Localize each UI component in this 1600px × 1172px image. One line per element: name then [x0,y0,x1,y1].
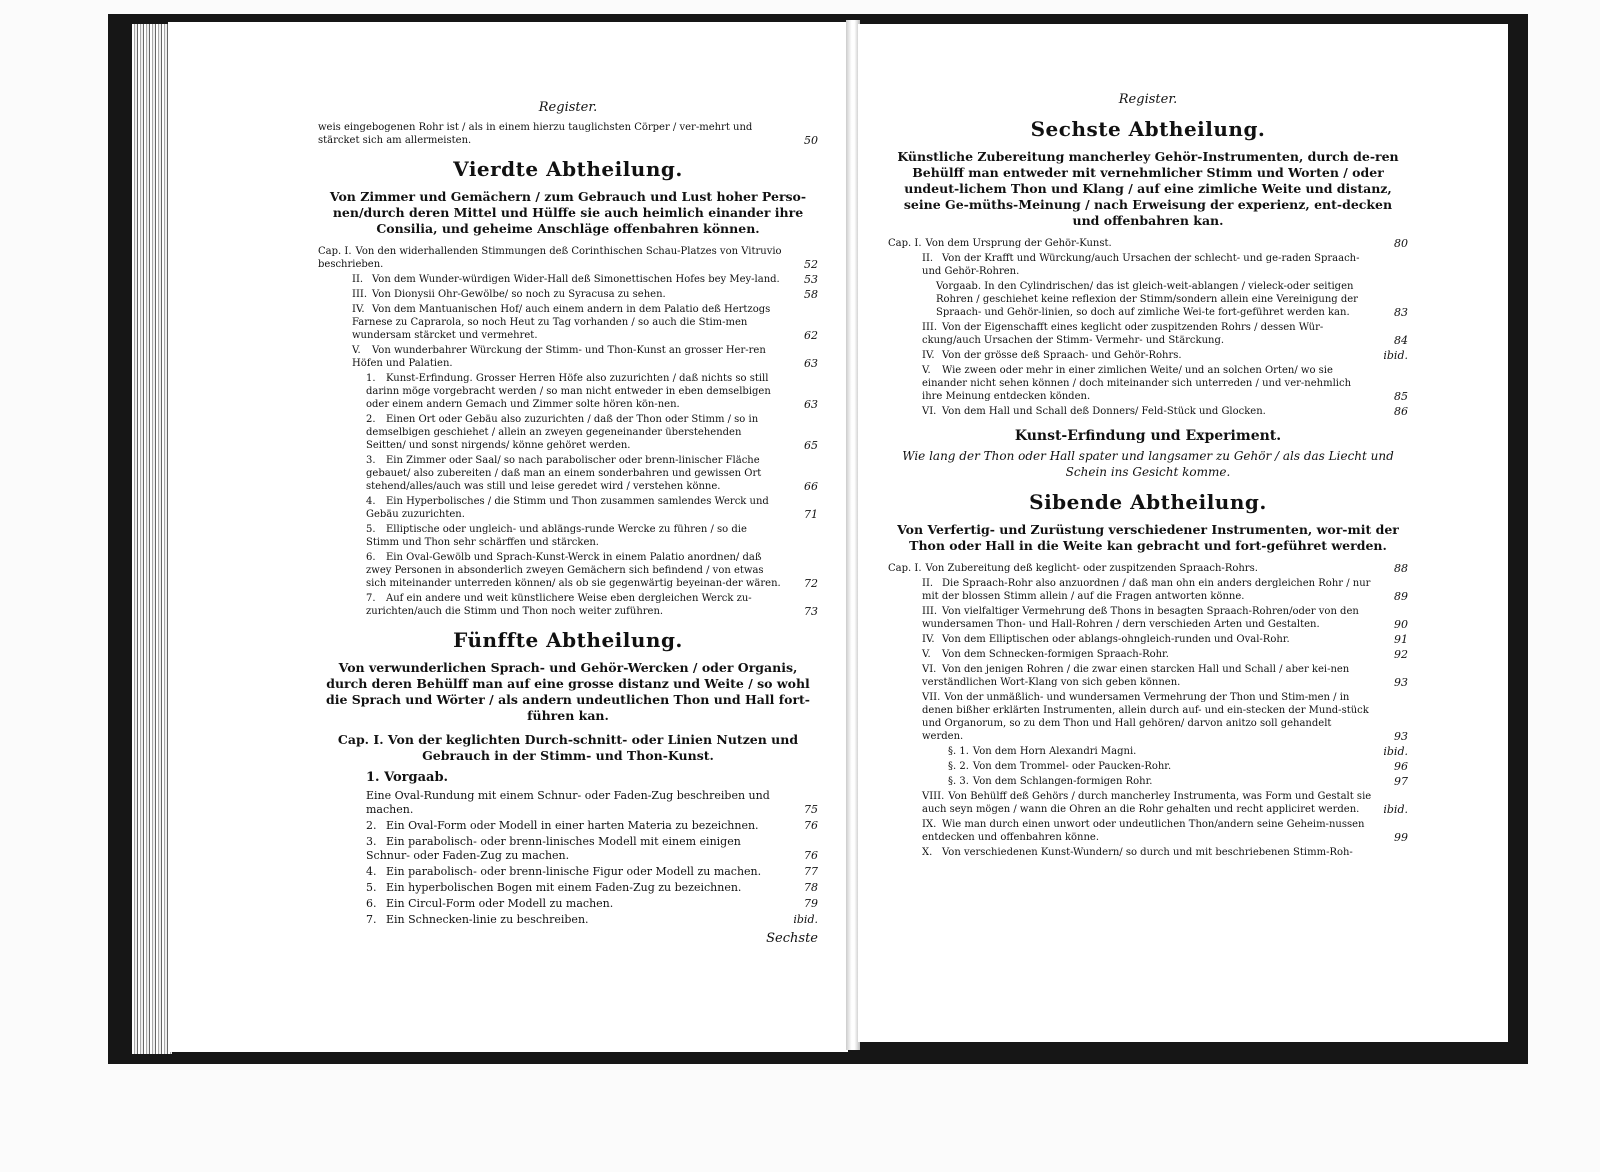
entry-text: Von den widerhallenden Stimmungen deß Corinthischen Schau-Platzes von Vitruvio beschrieben. [318,246,782,270]
entry-text: Von dem Trommel- oder Paucken-Rohr. [972,761,1172,772]
register-entry [318,592,818,618]
right-content [888,88,1408,861]
page-number: 85 [1394,390,1408,403]
entry-text: Ein Schnecken-linie zu beschreiben. [386,913,589,926]
entry-list [318,245,818,618]
entry-text: Von dem Mantuanischen Hof/ auch einem andern in dem Palatio deß Hertzogs Farnese zu Caprarola, so noch Heut zu Tag vorhanden / so auch die Stim-men wundersam stärcket und vermehret. [352,304,771,341]
entry-list [888,562,1408,859]
entry-label: 7. [366,593,376,604]
entry-text: Von dem Hall und Schall deß Donners/ Feld-Stück und Glocken. [942,406,1266,417]
entry-label: X. [922,847,933,858]
vorgaab-heading: 1. Vorgaab. [366,770,449,785]
register-entry [888,790,1408,816]
register-entry [888,562,1408,575]
entry-text: Die Spraach-Rohr also anzuordnen / daß man ohn ein anders dergleichen Rohr / nur mit der blossen Stimm allein / auf die Fragen antworten könne. [922,578,1371,602]
entry-label: Cap. I. [318,246,352,257]
entry-label: 2. [366,414,376,425]
entry-text: Ein parabolisch- oder brenn-linische Figur oder Modell zu machen. [386,865,762,878]
entry-text: Ein Circul-Form oder Modell zu machen. [386,897,614,910]
entry-label: §. 3. [948,776,969,787]
page-number: 63 [804,357,818,370]
register-entry [318,344,818,370]
page-number: ibid. [1383,803,1408,816]
register-entry [318,523,818,549]
entry-label: 5. [366,524,376,535]
register-entry [888,663,1408,689]
entry-label: IV. [922,350,935,361]
page-number: ibid. [1383,349,1408,362]
section-title: Fünffte Abtheilung. [453,628,683,652]
entry-label: 6. [366,897,377,910]
register-entry [318,819,818,833]
page-number: 62 [804,329,818,342]
entry-text: Ein hyperbolischen Bogen mit einem Faden-Zug zu bezeichnen. [386,881,742,894]
register-entry [318,789,818,817]
entry-text: Ein Zimmer oder Saal/ so nach parabolischer oder brenn-linischer Fläche gebauet/ also zubereiten / daß man an einem sonderbahren und gewissen Ort stehend/alles/auch was still und leise geredet wird / verstehen könne. [366,455,762,492]
entry-label: 3. [366,455,376,466]
entry-text: Von dem Ursprung der Gehör-Kunst. [925,238,1112,249]
entry-label: III. [922,322,938,333]
entry-text: Ein Oval-Form oder Modell in einer harten Materia zu bezeichnen. [386,819,759,832]
register-entry [318,551,818,590]
entry-label: VI. [922,664,937,675]
entry-text: Eine Oval-Rundung mit einem Schnur- oder Faden-Zug beschreiben und machen. [366,789,770,816]
entry-label: 7. [366,913,377,926]
page-number: 53 [804,273,818,286]
page-number: 86 [1394,405,1408,418]
section-description: Von Verfertig- und Zurüstung verschiedener Instrumenten, wor-mit der Thon oder Hall in die Weite kan gebracht und fort-geführet werden. [897,522,1399,553]
entry-label: 2. [366,819,377,832]
section-title: Vierdte Abtheilung. [453,157,683,181]
register-entry [888,691,1408,743]
entry-text: Von dem Horn Alexandri Magni. [972,746,1137,757]
entry-label: II. [922,578,934,589]
page-number: 58 [804,288,818,301]
entry-text: Einen Ort oder Gebäu also zuzurichten / daß der Thon oder Stimm / so in demselbigen geschiehet / allein an zweyen gegeneinander überstehenden Seitten/ und sonst nirgends/ könne gehöret werden. [366,414,759,451]
section-title: Sibende Abtheilung. [1029,490,1267,514]
entry-text: Von Dionysii Ohr-Gewölbe/ so noch zu Syracusa zu sehen. [372,289,666,300]
entry-label: §. 2. [948,761,969,772]
register-entry [318,495,818,521]
page-number: 79 [804,897,818,910]
page-number: 50 [804,134,818,147]
entry-text: weis eingebogenen Rohr ist / als in einem hierzu tauglichsten Cörper / ver-mehrt und stärcket sich am allermeisten. [318,122,753,146]
register-entry [318,454,818,493]
register-entry [888,818,1408,844]
page-number: ibid. [1383,745,1408,758]
entry-label: V. [922,365,931,376]
page-number: 71 [804,508,818,521]
page-number: 77 [804,865,818,878]
register-entry [888,237,1408,250]
page-number: 75 [804,803,818,816]
register-entry [888,405,1408,418]
left-page [168,22,848,1052]
section-description: Künstliche Zubereitung mancherley Gehör-Instrumenten, durch de-ren Behülff man entweder mit vernehmlicher Stimm und Worten / oder undeut-lichem Thon und Klang / auf eine zimliche Weite und distanz, seine Ge-müths-Meinung / nach Erweisung der experienz, ent-decken und offenbahren kan. [897,149,1399,228]
entry-label: II. [922,253,934,264]
register-entry [318,245,818,271]
entry-text: Von Zubereitung deß keglicht- oder zuspitzenden Spraach-Rohrs. [925,563,1258,574]
catchword: Sechste [766,931,818,946]
entry-text: Vorgaab. In den Cylindrischen/ das ist gleich-weit-ablangen / vieleck-oder seitigen Rohren / geschiehet keine reflexion der Stimm/sondern allein eine Vereinigung der Spraach- und Gehör-linien, so doch auf zimliche Wei-te fort-geführet werden kan. [936,281,1358,318]
page-number: 52 [804,258,818,271]
entry-label: VIII. [922,791,945,802]
entry-label: IV. [352,304,365,315]
entry-text: Wie zween oder mehr in einer zimlichen Weite/ und an solchen Orten/ wo sie einander nicht sehen können / doch miteinander sich unterreden / und ver-nehmlich ihre Meinung entdecken könden. [922,365,1352,402]
entry-text: Von dem Wunder-würdigen Wider-Hall deß Simonettischen Hofes bey Mey-land. [372,274,780,285]
register-entry [318,413,818,452]
continuation-entry [318,121,818,147]
register-entry [888,577,1408,603]
page-number: 92 [1394,648,1408,661]
entry-label: 4. [366,865,377,878]
entry-label: 5. [366,881,377,894]
entry-label: 4. [366,496,376,507]
page-number: 93 [1394,676,1408,689]
entry-label: Cap. I. [888,563,922,574]
entry-text: Von der unmäßlich- und wundersamen Vermehrung der Thon und Stim-men / in denen bißher erklärten Instrumenten, allein durch auf- und ein-stecken der Mund-stück und Organorum, so zu dem Thon und Hall gehören/ darvon anitzo soll gehandelt werden. [922,692,1369,742]
register-entry [318,303,818,342]
right-page [858,24,1508,1042]
page-number: 63 [804,398,818,411]
page-number: 89 [1394,590,1408,603]
page-number: 76 [804,819,818,832]
entry-text: Ein Oval-Gewölb und Sprach-Kunst-Werck in einem Palatio anordnen/ daß zwey Personen in absonderlich zweyen Gemächern sich befindend / von etwas sich miteinander unterreden können/ als ob sie gegenwärtig beyeinan-der wären. [366,552,781,589]
page-number: 90 [1394,618,1408,631]
register-entry [318,835,818,863]
register-entry [888,280,1408,319]
left-content [318,96,818,946]
register-entry [318,273,818,286]
register-entry [888,364,1408,403]
entry-text: Von dem Schlangen-formigen Rohr. [972,776,1153,787]
page-number: 88 [1394,562,1408,575]
page-number: 84 [1394,334,1408,347]
entry-text: Von der Krafft und Würckung/auch Ursachen der schlecht- und ge-raden Spraach- und Gehör-Rohren. [922,253,1360,277]
entry-text: Ein Hyperbolisches / die Stimm und Thon zusammen samlendes Werck und Gebäu zuzurichten. [366,496,769,520]
section-description: Von Zimmer und Gemächern / zum Gebrauch und Lust hoher Perso-nen/durch deren Mittel und Hülffe sie auch heimlich einander ihre Consilia, und geheime Anschläge offenbahren können. [329,189,807,236]
entry-text: Von vielfaltiger Vermehrung deß Thons in besagten Spraach-Rohren/oder von den wundersamen Thon- und Hall-Rohren / dern verschieden Arten und Gestalten. [922,606,1359,630]
section-title: Sechste Abtheilung. [1030,117,1266,141]
page-number: 96 [1394,760,1408,773]
page-number: 72 [804,577,818,590]
register-entry [888,252,1408,278]
page-number: 66 [804,480,818,493]
entry-text: Elliptische oder ungleich- und ablängs-runde Wercke zu führen / so die Stimm und Thon sehr schärffen und stärcken. [366,524,747,548]
entry-text: Auf ein andere und weit künstlichere Weise eben dergleichen Werck zu-zurichten/auch die Stimm und Thon noch weiter zuführen. [366,593,752,617]
entry-text: Von Behülff deß Gehörs / durch mancherley Instrumenta, was Form und Gestalt sie auch seyn mögen / wann die Ohren an die Rohr gehalten und recht appliciret werden. [922,791,1372,815]
entry-text: Wie man durch einen unwort oder undeutlichen Thon/andern seine Geheim-nussen entdecken und offenbahren könne. [922,819,1365,843]
running-head: Register. [538,100,598,115]
register-entry [888,745,1408,758]
entry-text: Von der Eigenschafft eines keglicht oder zuspitzenden Rohrs / dessen Wür-ckung/auch Ursachen der Stimm- Vermehr- und Stärckung. [922,322,1324,346]
page-number: 80 [1394,237,1408,250]
entry-label: III. [352,289,368,300]
section-description: Von verwunderlichen Sprach- und Gehör-Wercken / oder Organis, durch deren Behülff man auf eine grosse distanz und Weite / so wohl die Sprach und Wörter / als andern undeutlichen Thon und Hall fort-führen kan. [325,660,810,723]
entry-text: Von den jenigen Rohren / die zwar einen starcken Hall und Schall / aber kei-nen verständlichen Wort-Klang von sich geben können. [922,664,1350,688]
entry-text: Von wunderbahrer Würckung der Stimm- und Thon-Kunst an grosser Her-ren Höfen und Palatien. [352,345,766,369]
register-entry [318,897,818,911]
register-entry [888,648,1408,661]
page-number: 78 [804,881,818,894]
register-entry [888,846,1408,859]
register-entry [318,372,818,411]
entry-label: 3. [366,835,377,848]
register-entry [318,288,818,301]
register-entry [888,349,1408,362]
entry-label: VI. [922,406,937,417]
page-number: 93 [1394,730,1408,743]
entry-label: 1. [366,373,376,384]
entry-label: 6. [366,552,376,563]
entry-label: IV. [922,634,935,645]
register-entry [318,913,818,927]
entry-label: V. [352,345,361,356]
entry-label: V. [922,649,931,660]
entry-label: III. [922,606,938,617]
entry-label: II. [352,274,364,285]
entry-text: Ein parabolisch- oder brenn-linisches Modell mit einem einigen Schnur- oder Faden-Zug zu machen. [366,835,741,862]
page-number: 99 [1394,831,1408,844]
register-entry [888,321,1408,347]
page-number: 65 [804,439,818,452]
register-entry [318,865,818,879]
entry-text: Von dem Elliptischen oder ablangs-ohngleich-runden und Oval-Rohr. [942,634,1290,645]
entry-text: Von verschiedenen Kunst-Wundern/ so durch und mit beschriebenen Stimm-Roh- [942,847,1353,858]
entry-label: VII. [922,692,941,703]
running-head: Register. [1118,92,1178,107]
entry-text: Von der grösse deß Spraach- und Gehör-Rohrs. [942,350,1182,361]
register-entry [888,775,1408,788]
register-entry [318,881,818,895]
entry-list [318,789,818,927]
page-number: 73 [804,605,818,618]
page-number: 76 [804,849,818,862]
page-number: 97 [1394,775,1408,788]
page-number: 83 [1394,306,1408,319]
register-entry [888,633,1408,646]
register-entry [888,605,1408,631]
kunst-title: Kunst-Erfindung und Experiment. [1014,428,1282,444]
entry-label: §. 1. [948,746,969,757]
entry-text: Von dem Schnecken-formigen Spraach-Rohr. [942,649,1169,660]
register-entry [888,760,1408,773]
page-edges [132,24,172,1054]
entry-label: IX. [922,819,937,830]
entry-label: Cap. I. [888,238,922,249]
chapter-heading: Cap. I. Von der keglichten Durch-schnitt- oder Linien Nutzen und Gebrauch in der Stimm- und Thon-Kunst. [337,732,799,763]
page-number: 91 [1394,633,1408,646]
kunst-description: Wie lang der Thon oder Hall spater und langsamer zu Gehör / als das Liecht und Schein ins Gesicht komme. [902,449,1394,479]
page-number: ibid. [793,913,818,926]
entry-text: Kunst-Erfindung. Grosser Herren Höfe also zuzurichten / daß nichts so still darinn möge vorgebracht werden / so man nicht entweder in eben demselbigen oder einem andern Gemach und Zimmer solte hören kön-nen. [366,373,771,410]
entry-list [888,237,1408,418]
